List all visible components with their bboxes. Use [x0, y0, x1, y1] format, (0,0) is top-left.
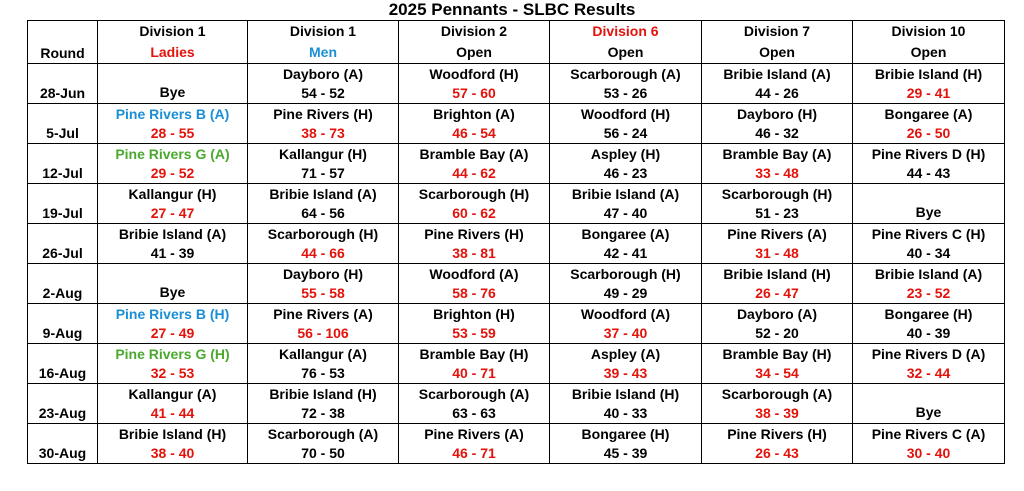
result-cell: [399, 224, 550, 264]
opponent-label: Bribie Island (A): [118, 226, 227, 242]
score-label: 57 - 60: [452, 85, 496, 101]
opponent-label: Dayboro (H): [736, 106, 818, 122]
result-cell: [853, 224, 1005, 264]
score-label: 52 - 20: [755, 325, 799, 341]
score-label: 63 - 63: [452, 405, 496, 421]
score-label: 55 - 58: [301, 285, 345, 301]
opponent-label: Pine Rivers G (H): [115, 346, 230, 362]
result-cell: [702, 184, 853, 224]
score-label: 32 - 53: [150, 365, 195, 381]
table-row: [28, 224, 1005, 264]
result-cell: [98, 184, 248, 224]
score-label: 38 - 39: [755, 405, 799, 421]
result-cell: [248, 224, 399, 264]
score-label: 27 - 47: [150, 205, 195, 221]
score-label: 42 - 41: [603, 245, 648, 261]
table-row: [28, 264, 1005, 304]
score-label: 34 - 54: [755, 365, 799, 381]
opponent-label: Pine Rivers B (H): [115, 306, 230, 322]
opponent-label: Bongaree (H): [581, 426, 670, 442]
score-label: 47 - 40: [603, 205, 648, 221]
result-cell: [98, 424, 248, 464]
table-row: [28, 344, 1005, 384]
opponent-label: Scarborough (A): [570, 66, 681, 82]
result-cell: [98, 384, 248, 424]
result-cell: [702, 304, 853, 344]
opponent-label: Pine Rivers (H): [273, 106, 373, 122]
result-cell: [853, 104, 1005, 144]
opponent-label: Pine Rivers (H): [727, 426, 827, 442]
score-label: 58 - 76: [452, 285, 496, 301]
opponent-label: Scarborough (H): [418, 186, 530, 202]
opponent-label: Bye: [915, 204, 942, 220]
result-cell: [399, 184, 550, 224]
result-cell: [399, 384, 550, 424]
score-label: 28 - 55: [150, 125, 195, 141]
result-cell: [702, 104, 853, 144]
result-cell: [853, 64, 1005, 104]
result-cell: [702, 64, 853, 104]
opponent-label: Scarborough (H): [570, 266, 681, 282]
result-cell: [248, 304, 399, 344]
opponent-label: Scarborough (A): [267, 426, 379, 442]
division-header: Division 7: [702, 21, 853, 43]
score-label: 60 - 62: [452, 205, 496, 221]
score-label: 44 - 43: [906, 165, 951, 181]
opponent-label: Bramble Bay (H): [419, 346, 529, 362]
result-cell: [399, 264, 550, 304]
opponent-label: Bribie Island (H): [723, 266, 831, 282]
result-cell: [399, 144, 550, 184]
result-cell: [248, 144, 399, 184]
score-label: 72 - 38: [301, 405, 345, 421]
result-cell: [248, 184, 399, 224]
opponent-label: Scarborough (H): [267, 226, 379, 242]
result-cell: [702, 344, 853, 384]
opponent-label: Aspley (A): [590, 346, 661, 362]
opponent-label: Woodford (H): [580, 106, 671, 122]
result-cell: [853, 384, 1005, 424]
category-header: Open: [550, 42, 702, 64]
result-cell: [853, 424, 1005, 464]
table-row: [28, 104, 1005, 144]
score-label: 46 - 32: [755, 125, 799, 141]
result-cell: [550, 224, 702, 264]
opponent-label: Bribie Island (H): [874, 66, 983, 82]
result-cell: [550, 184, 702, 224]
score-label: 70 - 50: [301, 445, 345, 461]
score-label: 37 - 40: [603, 325, 648, 341]
division-header: Division 6: [550, 21, 702, 43]
opponent-label: Bribie Island (A): [571, 186, 680, 202]
result-cell: [550, 384, 702, 424]
score-label: 56 - 24: [603, 125, 648, 141]
opponent-label: Pine Rivers (A): [424, 426, 524, 442]
result-cell: [98, 264, 248, 304]
result-cell: [853, 304, 1005, 344]
round-date: 28-Jun: [28, 64, 98, 104]
opponent-label: Kallangur (H): [279, 146, 367, 162]
result-cell: [550, 144, 702, 184]
score-label: 49 - 29: [603, 285, 648, 301]
table-row: [28, 304, 1005, 344]
opponent-label: Kallangur (A): [128, 386, 217, 402]
results-table: [27, 20, 1005, 464]
header-row-categories: [28, 42, 1005, 64]
division-header: Division 1: [98, 21, 248, 43]
result-cell: [98, 344, 248, 384]
score-label: 26 - 47: [755, 285, 799, 301]
score-label: 38 - 81: [452, 245, 496, 261]
round-header-label: Round: [40, 45, 85, 61]
score-label: 76 - 53: [301, 365, 345, 381]
result-cell: [702, 384, 853, 424]
result-cell: [248, 344, 399, 384]
opponent-label: Bongaree (A): [884, 106, 973, 122]
score-label: 23 - 52: [906, 285, 951, 301]
result-cell: [248, 104, 399, 144]
opponent-label: Bramble Bay (A): [722, 146, 832, 162]
result-cell: [550, 64, 702, 104]
opponent-label: Dayboro (A): [736, 306, 818, 322]
result-cell: [853, 264, 1005, 304]
result-cell: [248, 384, 399, 424]
score-label: 40 - 34: [906, 245, 951, 261]
opponent-label: Dayboro (H): [282, 266, 364, 282]
result-cell: [853, 344, 1005, 384]
score-label: 53 - 26: [603, 85, 648, 101]
opponent-label: Bye: [159, 84, 186, 100]
round-date: 30-Aug: [28, 424, 98, 464]
score-label: 46 - 23: [603, 165, 648, 181]
opponent-label: Pine Rivers (A): [727, 226, 827, 242]
opponent-label: Bramble Bay (A): [419, 146, 529, 162]
round-date: 12-Jul: [28, 144, 98, 184]
table-row: [28, 384, 1005, 424]
result-cell: [98, 104, 248, 144]
result-cell: [399, 104, 550, 144]
round-date: 2-Aug: [28, 264, 98, 304]
score-label: 38 - 40: [150, 445, 195, 461]
score-label: 40 - 33: [603, 405, 648, 421]
result-cell: [853, 184, 1005, 224]
score-label: 41 - 39: [150, 245, 195, 261]
score-label: 46 - 54: [452, 125, 496, 141]
category-header: Open: [399, 42, 550, 64]
round-date: 5-Jul: [28, 104, 98, 144]
score-label: 29 - 52: [150, 165, 195, 181]
category-header: Open: [702, 42, 853, 64]
opponent-label: Woodford (A): [580, 306, 671, 322]
result-cell: [550, 304, 702, 344]
result-cell: [399, 64, 550, 104]
division-header: Division 10: [853, 21, 1005, 43]
opponent-label: Aspley (H): [590, 146, 661, 162]
score-label: 33 - 48: [755, 165, 799, 181]
opponent-label: Scarborough (A): [721, 386, 833, 402]
opponent-label: Scarborough (H): [721, 186, 833, 202]
opponent-label: Bribie Island (A): [723, 66, 831, 82]
opponent-label: Bye: [159, 284, 186, 300]
round-date: 23-Aug: [28, 384, 98, 424]
category-header: Open: [853, 42, 1005, 64]
header-row-divisions: [28, 21, 1005, 43]
score-label: 53 - 59: [452, 325, 496, 341]
opponent-label: Bribie Island (H): [269, 386, 377, 402]
opponent-label: Pine Rivers B (A): [115, 106, 230, 122]
opponent-label: Brighton (A): [433, 106, 515, 122]
opponent-label: Scarborough (A): [418, 386, 530, 402]
result-cell: [853, 144, 1005, 184]
score-label: 32 - 44: [906, 365, 951, 381]
category-header: Ladies: [98, 42, 248, 64]
score-label: 41 - 44: [150, 405, 195, 421]
opponent-label: Bribie Island (A): [269, 186, 377, 202]
opponent-label: Pine Rivers D (H): [871, 146, 986, 162]
score-label: 38 - 73: [301, 125, 345, 141]
result-cell: [550, 344, 702, 384]
score-label: 39 - 43: [603, 365, 648, 381]
opponent-label: Pine Rivers C (A): [871, 426, 986, 442]
score-label: 30 - 40: [906, 445, 951, 461]
opponent-label: Dayboro (A): [282, 66, 364, 82]
score-label: 56 - 106: [297, 325, 349, 341]
result-cell: [702, 224, 853, 264]
score-label: 44 - 62: [452, 165, 496, 181]
opponent-label: Bribie Island (H): [571, 386, 680, 402]
result-cell: [550, 264, 702, 304]
opponent-label: Pine Rivers D (A): [871, 346, 986, 362]
score-label: 40 - 39: [906, 325, 951, 341]
result-cell: [702, 424, 853, 464]
opponent-label: Woodford (A): [429, 266, 519, 282]
table-row: [28, 424, 1005, 464]
round-date: 26-Jul: [28, 224, 98, 264]
table-row: [28, 184, 1005, 224]
opponent-label: Pine Rivers (A): [273, 306, 373, 322]
score-label: 26 - 43: [755, 445, 799, 461]
opponent-label: Kallangur (A): [279, 346, 367, 362]
opponent-label: Bongaree (H): [884, 306, 973, 322]
result-cell: [98, 64, 248, 104]
result-cell: [399, 344, 550, 384]
category-header: Men: [248, 42, 399, 64]
result-cell: [248, 424, 399, 464]
score-label: 27 - 49: [150, 325, 195, 341]
result-cell: [702, 264, 853, 304]
score-label: 51 - 23: [755, 205, 799, 221]
opponent-label: Pine Rivers (H): [424, 226, 524, 242]
score-label: 44 - 26: [755, 85, 799, 101]
division-header: Division 1: [248, 21, 399, 43]
opponent-label: Bye: [915, 404, 942, 420]
score-label: 46 - 71: [452, 445, 496, 461]
result-cell: [98, 304, 248, 344]
result-cell: [399, 424, 550, 464]
opponent-label: Pine Rivers G (A): [115, 146, 230, 162]
result-cell: [248, 264, 399, 304]
opponent-label: Bribie Island (H): [118, 426, 227, 442]
score-label: 71 - 57: [301, 165, 345, 181]
division-header: Division 2: [399, 21, 550, 43]
round-date: 16-Aug: [28, 344, 98, 384]
score-label: 31 - 48: [755, 245, 799, 261]
score-label: 45 - 39: [603, 445, 648, 461]
page-title: 2025 Pennants - SLBC Results: [388, 0, 636, 19]
score-label: 44 - 66: [301, 245, 345, 261]
opponent-label: Brighton (H): [433, 306, 515, 322]
result-cell: [399, 304, 550, 344]
score-label: 26 - 50: [906, 125, 951, 141]
opponent-label: Woodford (H): [429, 66, 519, 82]
score-label: 29 - 41: [906, 85, 951, 101]
result-cell: [702, 144, 853, 184]
score-label: 64 - 56: [301, 205, 345, 221]
opponent-label: Pine Rivers C (H): [871, 226, 986, 242]
round-date: 9-Aug: [28, 304, 98, 344]
score-label: 54 - 52: [301, 85, 345, 101]
table-row: [28, 144, 1005, 184]
score-label: 40 - 71: [452, 365, 496, 381]
result-cell: [98, 144, 248, 184]
opponent-label: Bribie Island (A): [874, 266, 983, 282]
result-cell: [98, 224, 248, 264]
opponent-label: Bramble Bay (H): [722, 346, 832, 362]
result-cell: [248, 64, 399, 104]
round-column-header: [28, 21, 98, 64]
result-cell: [550, 104, 702, 144]
result-cell: [550, 424, 702, 464]
opponent-label: Bongaree (A): [581, 226, 670, 242]
opponent-label: Kallangur (H): [128, 186, 217, 202]
table-row: [28, 64, 1005, 104]
round-date: 19-Jul: [28, 184, 98, 224]
